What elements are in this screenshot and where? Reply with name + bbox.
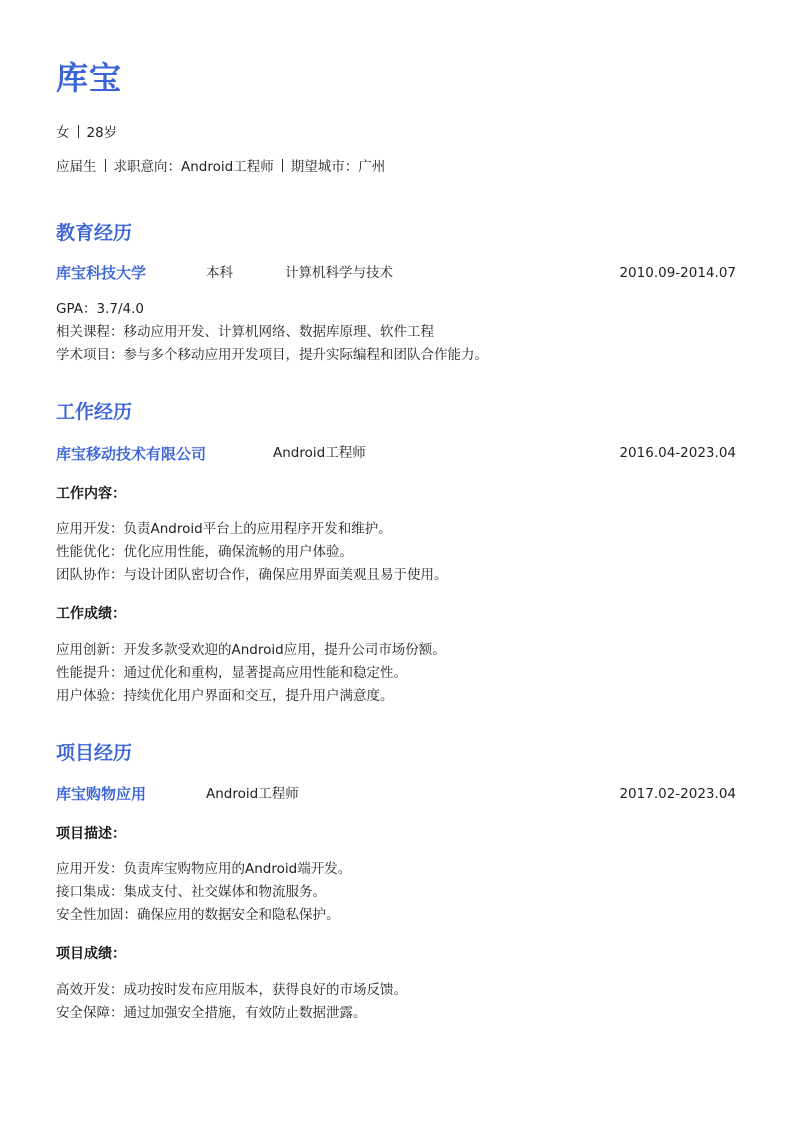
candidate-name: 库宝	[56, 59, 123, 97]
project-result-item: 高效开发：成功按时发布应用版本，获得良好的市场反馈。	[56, 982, 407, 998]
degree: 本科	[206, 265, 233, 281]
company-name: 库宝移动技术有限公司	[56, 445, 207, 463]
age: 28岁	[86, 125, 118, 141]
major: 计算机科学与技术	[285, 265, 393, 281]
job-intention: 求职意向：Android工程师	[113, 159, 274, 175]
school-name: 库宝科技大学	[56, 264, 147, 282]
work-content-item: 应用开发：负责Android平台上的应用程序开发和维护。	[56, 521, 392, 537]
project-results-heading: 项目成绩：	[56, 946, 126, 962]
work-achievement-item: 应用创新：开发多款受欢迎的Android应用，提升公司市场份额。	[56, 642, 446, 658]
work-date: 2016.04-2023.04	[619, 445, 736, 461]
status: 应届生	[56, 159, 97, 175]
project-date: 2017.02-2023.04	[619, 786, 736, 802]
work-content-heading: 工作内容：	[56, 486, 126, 502]
gender: 女	[56, 125, 70, 141]
project-desc-heading: 项目描述：	[56, 826, 126, 842]
project-result-item: 安全保障：通过加强安全措施，有效防止数据泄露。	[56, 1005, 367, 1021]
education-detail: GPA：3.7/4.0	[56, 301, 144, 317]
work-achievement-item: 用户体验：持续优化用户界面和交互，提升用户满意度。	[56, 688, 394, 704]
education-detail: 学术项目：参与多个移动应用开发项目，提升实际编程和团队合作能力。	[56, 347, 488, 363]
expected-city: 期望城市：广州	[290, 159, 386, 175]
project-role: Android工程师	[206, 786, 299, 802]
separator	[105, 159, 106, 172]
education-section-title: 教育经历	[56, 222, 133, 244]
project-desc-item: 应用开发：负责库宝购物应用的Android端开发。	[56, 861, 352, 877]
work-content-item: 团队协作：与设计团队密切合作，确保应用界面美观且易于使用。	[56, 567, 448, 583]
project-desc-item: 接口集成：集成支付、社交媒体和物流服务。	[56, 884, 326, 900]
work-achievements-heading: 工作成绩：	[56, 606, 126, 622]
education-date: 2010.09-2014.07	[619, 265, 736, 281]
education-detail: 相关课程：移动应用开发、计算机网络、数据库原理、软件工程	[56, 324, 434, 340]
work-role: Android工程师	[273, 445, 366, 461]
separator	[78, 125, 79, 138]
work-achievement-item: 性能提升：通过优化和重构，显著提高应用性能和稳定性。	[56, 665, 407, 681]
basic-info-line	[56, 123, 117, 143]
project-name: 库宝购物应用	[56, 785, 147, 803]
project-desc-item: 安全性加固：确保应用的数据安全和隐私保护。	[56, 907, 340, 923]
separator	[282, 159, 283, 172]
project-section-title: 项目经历	[56, 742, 133, 764]
work-section-title: 工作经历	[56, 401, 133, 423]
intention-line	[56, 157, 385, 177]
work-content-item: 性能优化：优化应用性能，确保流畅的用户体验。	[56, 544, 353, 560]
